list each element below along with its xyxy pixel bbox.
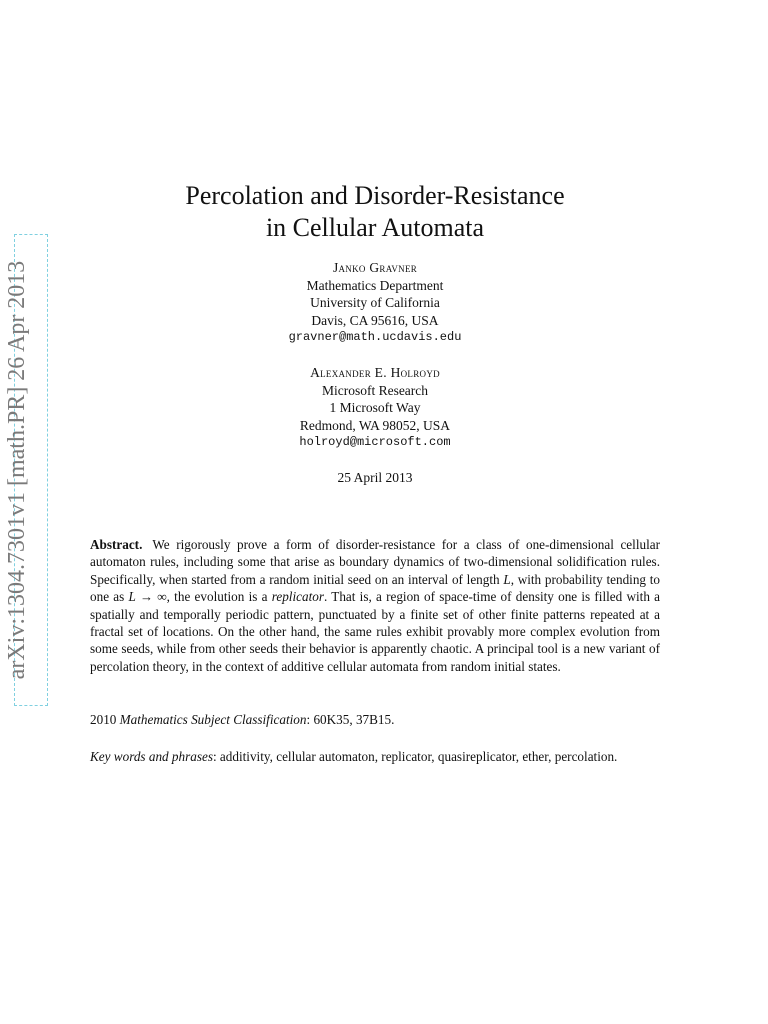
abstract-label: Abstract. bbox=[90, 537, 143, 552]
author-block-1 bbox=[190, 259, 560, 347]
abstract-text-part: We rigorously prove a form of disorder-resistance for a class of one-dimensional cellular automaton rules, including some that arise as boundary dynamics of two-dimensional solidification rules. Specifically, when started from a random initial seed on an interval of length bbox=[90, 537, 660, 587]
paper-title-line1: Percolation and Disorder-Resistance bbox=[185, 181, 565, 210]
author-name: Janko Gravner bbox=[332, 260, 418, 275]
abstract-emphasis: replicator bbox=[271, 589, 324, 605]
abstract-text-part: . That is, a region of space-time of density one is filled with a spatially and temporally periodic pattern, punctuated by a finite set of other finite patterns repeated at a fractal set of locations. On the other hand, the same rules exhibit provably more complex evolution from some seeds, while from other seeds their behavior is apparently chaotic. A principal tool is a new variant of percolation theory, in the context of additive cellular automata from random initial states. bbox=[90, 589, 661, 674]
keywords bbox=[90, 748, 660, 765]
author-name: Alexander E. Holroyd bbox=[310, 365, 440, 380]
abstract-variable: L bbox=[503, 571, 511, 587]
abstract-text-part: , with probability tending to one as bbox=[90, 571, 660, 605]
author-block-2 bbox=[190, 364, 560, 452]
abstract-limit: L → ∞ bbox=[128, 589, 167, 605]
keywords-text: : additivity, cellular automaton, replicator, quasireplicator, ether, percolation. bbox=[212, 749, 618, 764]
msc-line bbox=[90, 711, 660, 728]
paper-title-line2: in Cellular Automata bbox=[265, 213, 485, 242]
affiliation-line: University of California bbox=[310, 295, 440, 310]
affiliation-line: Microsoft Research bbox=[321, 382, 429, 398]
abstract-text-part: , the evolution is a bbox=[166, 589, 272, 605]
keywords-label: Key words and phrases bbox=[90, 749, 213, 764]
msc-label: Mathematics Subject Classification bbox=[119, 712, 307, 727]
affiliation-line: Redmond, WA 98052, USA bbox=[299, 417, 451, 433]
msc-codes: : 60K35, 37B15. bbox=[306, 712, 395, 727]
author-email: holroyd@microsoft.com bbox=[299, 435, 451, 449]
affiliation-line: Davis, CA 95616, USA bbox=[311, 312, 439, 328]
author-email: gravner@math.ucdavis.edu bbox=[288, 330, 462, 344]
arxiv-stamp: arXiv:1304.7301v1 [math.PR] 26 Apr 2013 bbox=[4, 260, 30, 680]
abstract bbox=[90, 536, 660, 675]
paper-date: 25 April 2013 bbox=[337, 470, 413, 485]
msc-year: 2010 bbox=[90, 712, 120, 727]
affiliation-line: 1 Microsoft Way bbox=[329, 400, 421, 415]
affiliation-line: Mathematics Department bbox=[306, 277, 444, 293]
